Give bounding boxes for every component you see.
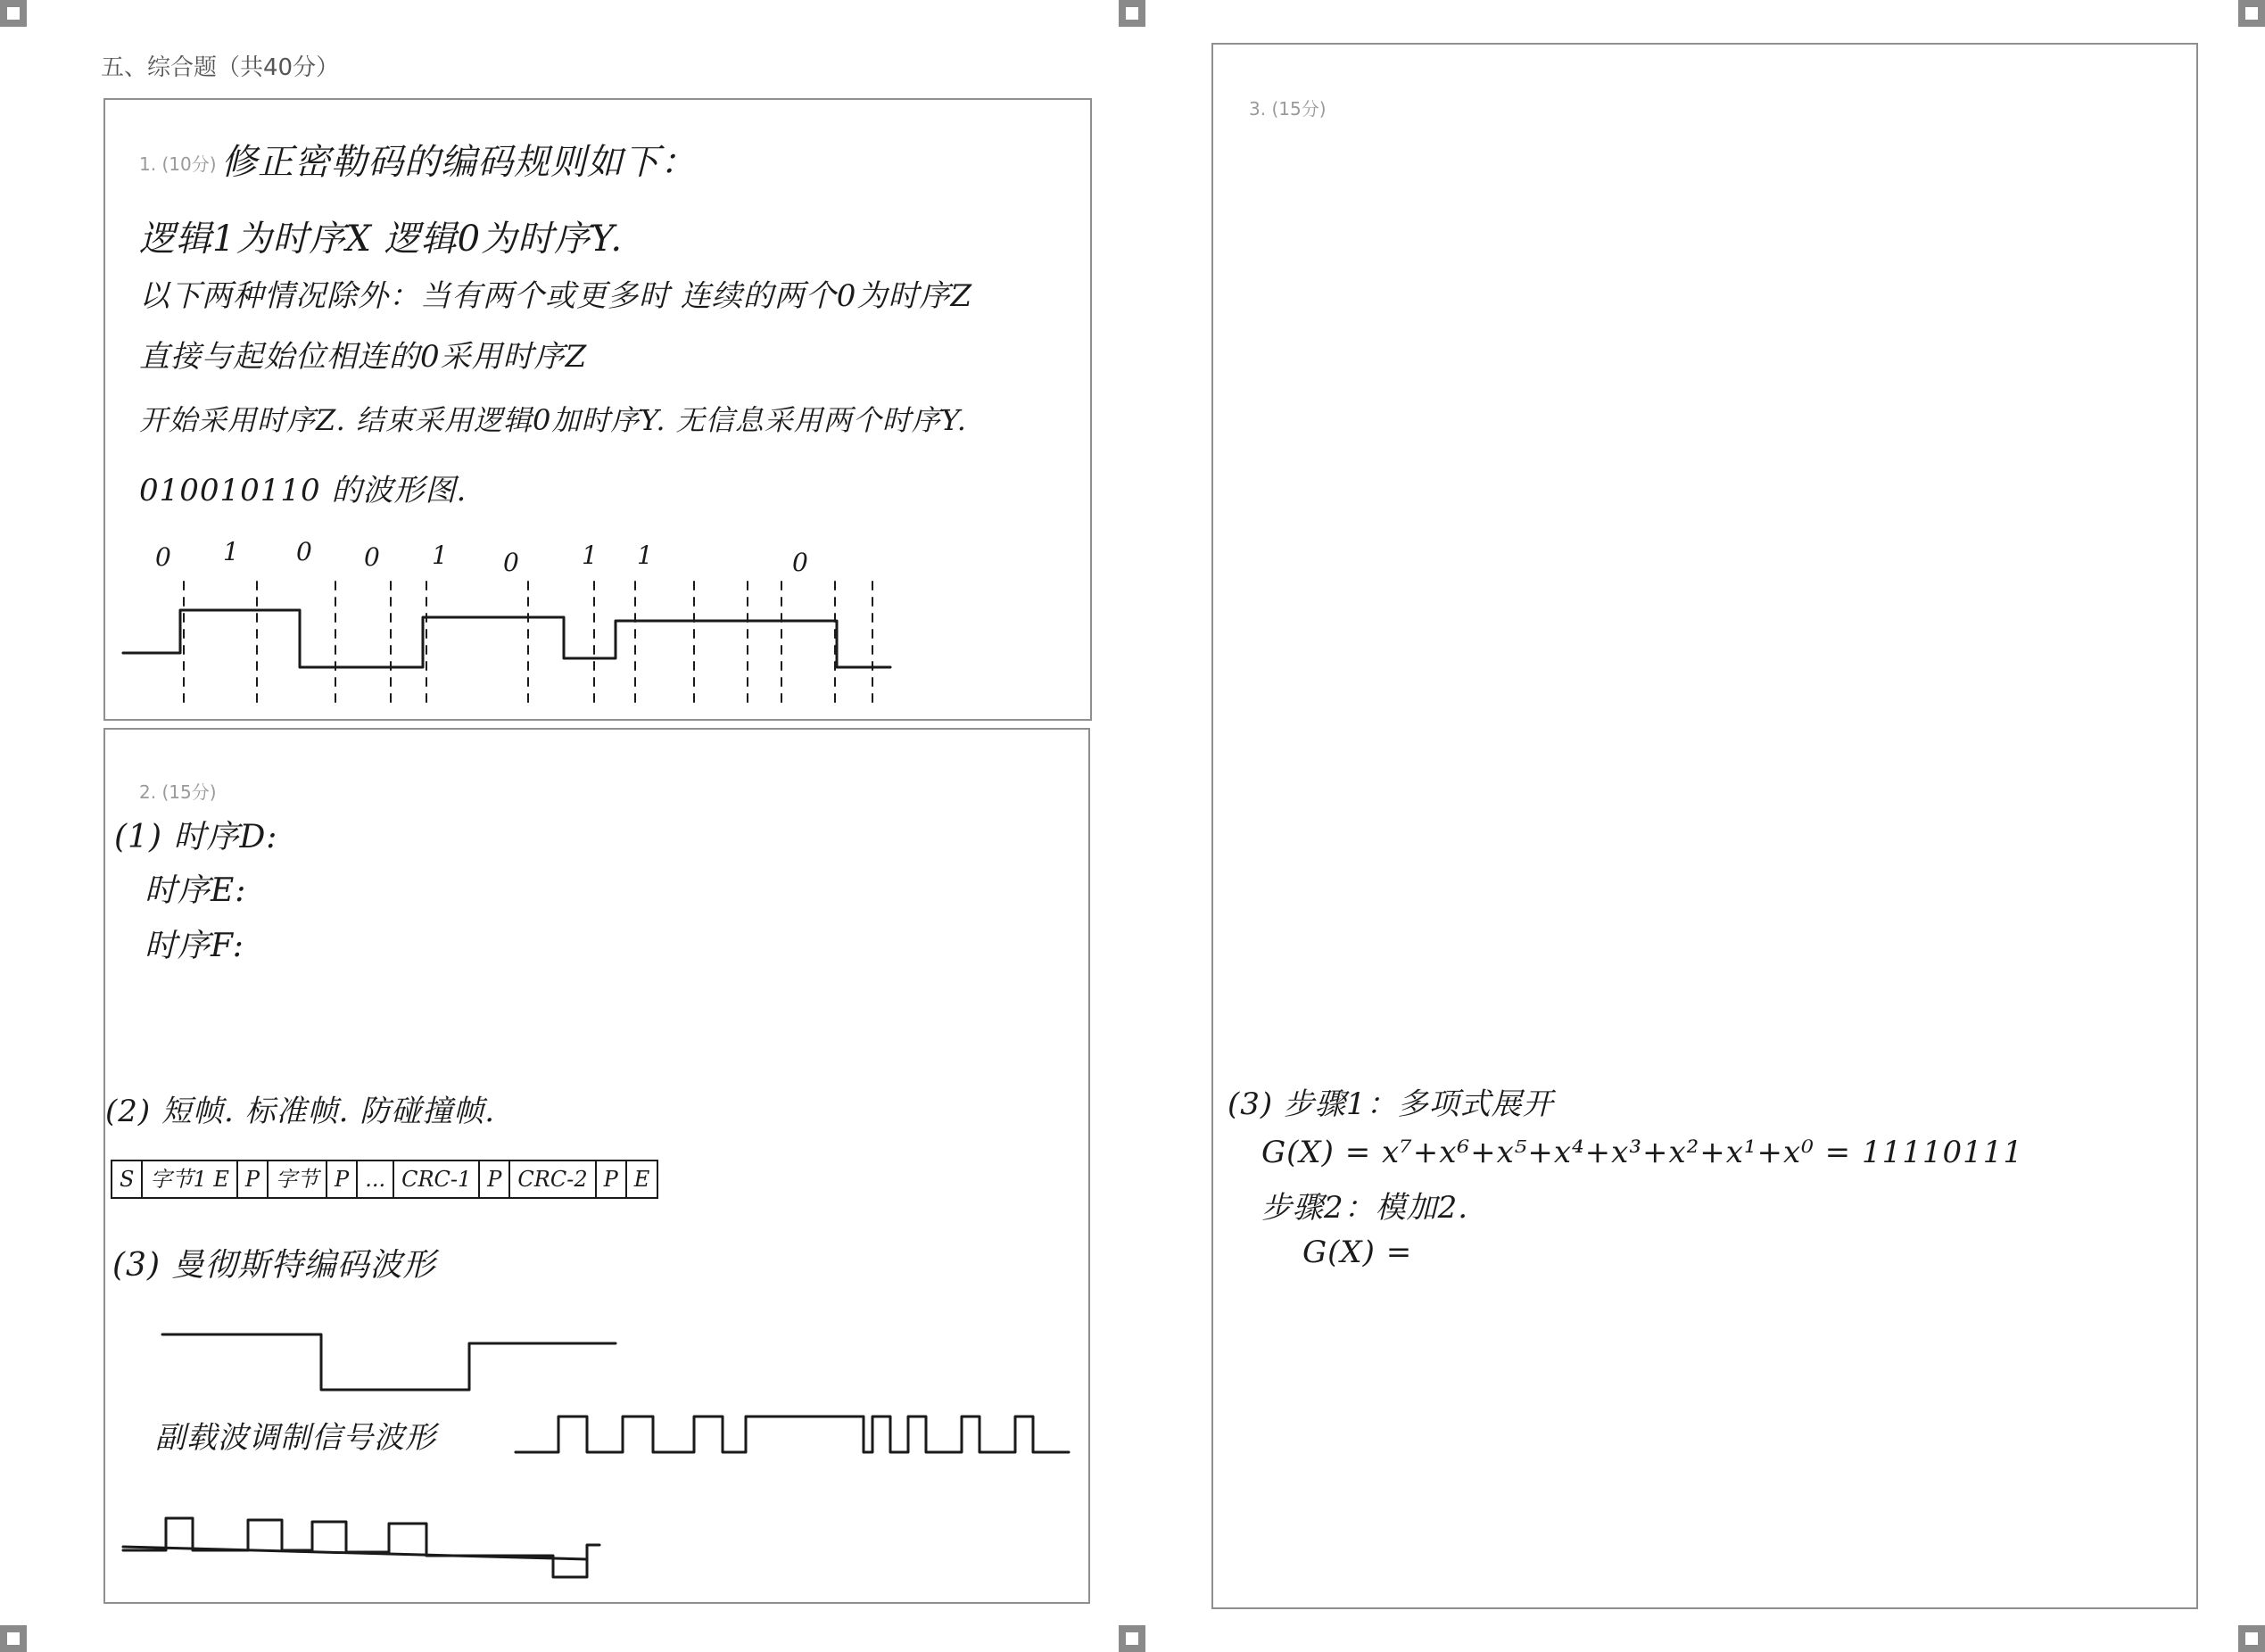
bit-label: 1 <box>582 541 598 570</box>
baseline-stroke <box>123 1547 587 1559</box>
frame-cell: P <box>595 1160 627 1199</box>
handwritten-line: 010010110 的波形图. <box>139 473 467 508</box>
frame-cell: 字节1 E <box>141 1160 237 1199</box>
answer-box-q1 <box>103 98 1092 721</box>
handwritten-line: 开始采用时序Z. 结束采用逻辑0加时序Y. 无信息采用两个时序Y. <box>139 403 967 437</box>
handwritten-line: 逻辑1为时序X 逻辑0为时序Y. <box>139 219 624 260</box>
question-label: 2. (15分) <box>139 781 217 803</box>
registration-mark-bottom-center <box>1119 1625 1145 1652</box>
bit-label: 0 <box>296 537 312 566</box>
miller-waveform <box>105 528 1087 715</box>
registration-mark-top-center <box>1119 0 1145 27</box>
handwritten-line: G(X) = <box>1302 1235 1413 1270</box>
bit-label: 1 <box>432 541 448 570</box>
subcarrier-line <box>516 1417 1069 1452</box>
handwritten-line: 副载波调制信号波形 <box>155 1420 436 1456</box>
bit-label: 0 <box>364 542 380 572</box>
frame-cell: E <box>625 1160 659 1199</box>
bit-label: 1 <box>637 541 653 570</box>
section-title: 五、综合题（共40分） <box>101 54 340 81</box>
handwritten-line: (3) 步骤1：多项式展开 <box>1228 1086 1554 1122</box>
bit-label: 0 <box>792 548 808 577</box>
frame-cell: P <box>236 1160 269 1199</box>
handwritten-line: (3) 曼彻斯特编码波形 <box>112 1247 436 1284</box>
handwritten-line: 时序F: <box>145 928 244 964</box>
manchester-waveform <box>105 1309 1087 1604</box>
answer-box-q2 <box>103 728 1090 1604</box>
handwritten-line: (1) 时序D: <box>114 819 278 855</box>
frame-cell: P <box>326 1160 358 1199</box>
registration-mark-bottom-right <box>2238 1625 2265 1652</box>
bit-label: 0 <box>503 548 519 577</box>
handwritten-line: 步骤2：模加2. <box>1261 1190 1469 1226</box>
frame-cell: P <box>478 1160 510 1199</box>
manchester-line <box>162 1334 616 1390</box>
registration-mark-top-right <box>2238 0 2265 27</box>
frame-cell: ... <box>356 1160 394 1199</box>
bit-label: 0 <box>155 542 171 572</box>
handwritten-line: 直接与起始位相连的0采用时序Z <box>139 339 588 375</box>
question-label: 1. (10分) <box>139 153 217 175</box>
handwritten-line: 以下两种情况除外：当有两个或更多时 连续的两个0为时序Z <box>139 278 973 314</box>
waveform-line <box>123 610 890 667</box>
registration-mark-top-left <box>0 0 27 27</box>
handwritten-line: G(X) = x⁷+x⁶+x⁵+x⁴+x³+x²+x¹+x⁰ = 11110111 <box>1261 1135 2024 1170</box>
frame-cell: 字节 <box>267 1160 327 1199</box>
frame-cell: S <box>111 1160 143 1199</box>
registration-mark-bottom-left <box>0 1625 27 1652</box>
answer-box-q3 <box>1211 43 2198 1609</box>
frame-cell: CRC-1 <box>393 1160 480 1199</box>
question-label: 3. (15分) <box>1249 98 1327 120</box>
handwritten-line: (2) 短帧. 标准帧. 防碰撞帧. <box>105 1094 496 1129</box>
handwritten-line: 修正密勒码的编码规则如下： <box>221 142 697 183</box>
frame-structure <box>111 1160 657 1199</box>
handwritten-line: 时序E: <box>145 872 247 909</box>
frame-cell: CRC-2 <box>508 1160 596 1199</box>
bit-label: 1 <box>223 537 239 566</box>
